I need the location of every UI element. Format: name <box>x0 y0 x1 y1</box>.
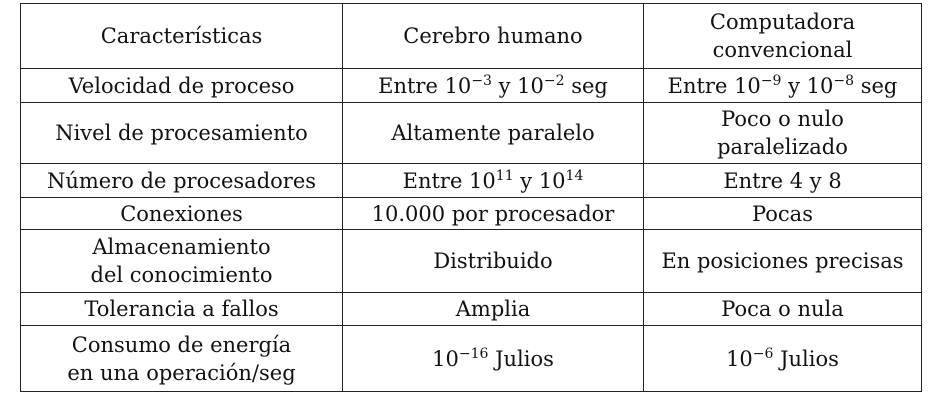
header-conventional-computer <box>644 4 922 69</box>
table-row <box>21 198 922 230</box>
computer-value: En posiciones precisas <box>644 230 922 293</box>
header-human-brain: Cerebro humano <box>343 4 644 69</box>
row-label: Nivel de procesamiento <box>21 103 343 164</box>
row-label: Conexiones <box>21 198 343 230</box>
table-row <box>21 293 922 326</box>
table-row <box>21 230 922 293</box>
computer-value: Entre 4 y 8 <box>644 164 922 198</box>
table-row <box>21 103 922 164</box>
header-col3-line1: Computadora <box>709 10 856 34</box>
row-label: Número de procesadores <box>21 164 343 198</box>
row-label: Tolerancia a fallos <box>21 293 343 326</box>
human-value: Entre $10^{-3}$ y $10^{-2}$ seg <box>343 69 644 103</box>
computer-value: $10^{-6}$ Julios <box>644 326 922 392</box>
header-col3-line2: convencional <box>712 38 853 62</box>
human-value: $10^{-16}$ Julios <box>343 326 644 392</box>
header-characteristics: Características <box>21 4 343 69</box>
human-value: Distribuido <box>343 230 644 293</box>
human-value: Amplia <box>343 293 644 326</box>
computer-value: Poca o nula <box>644 293 922 326</box>
row-label: Velocidad de proceso <box>21 69 343 103</box>
header-row <box>21 4 922 69</box>
row-label: Almacenamiento del conocimiento <box>21 230 343 293</box>
table-row <box>21 326 922 392</box>
comparison-table <box>20 3 922 392</box>
table-row <box>21 69 922 103</box>
computer-value: Poco o nulo paralelizado <box>644 103 922 164</box>
human-value: 10.000 por procesador <box>343 198 644 230</box>
computer-value: Pocas <box>644 198 922 230</box>
human-value: Entre $10^{11}$ y $10^{14}$ <box>343 164 644 198</box>
human-value: Altamente paralelo <box>343 103 644 164</box>
table-row <box>21 164 922 198</box>
row-label: Consumo de energía en una operación/seg <box>21 326 343 392</box>
computer-value: Entre $10^{-9}$ y $10^{-8}$ seg <box>644 69 922 103</box>
